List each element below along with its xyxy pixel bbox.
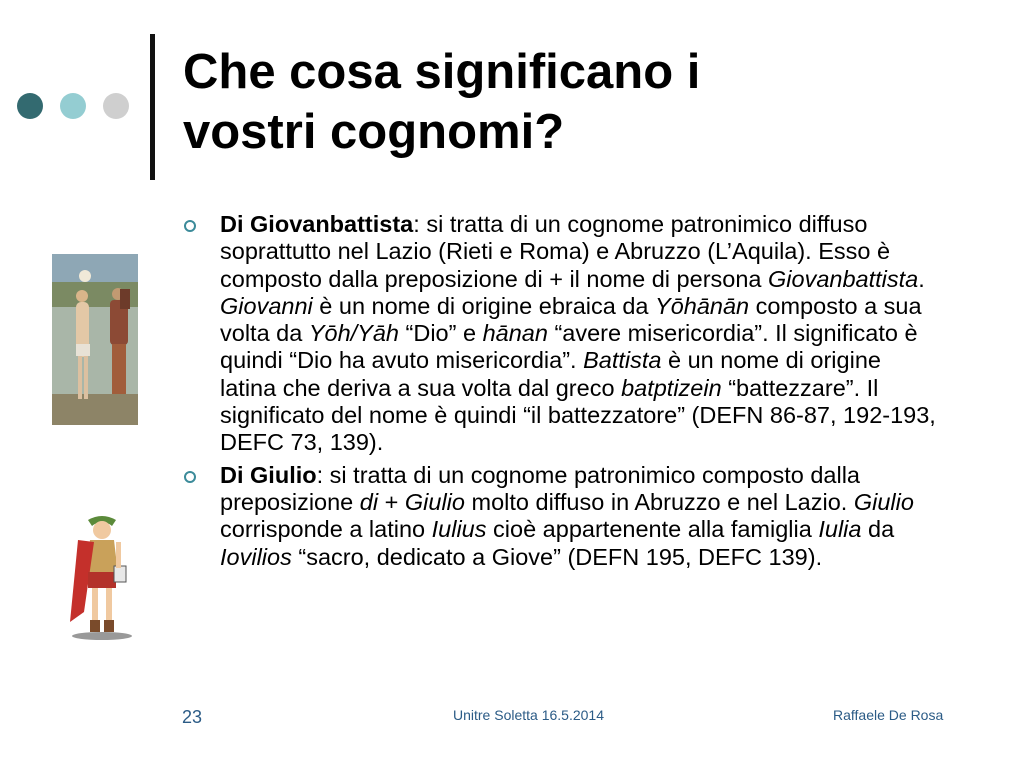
bullet-circle-icon: [184, 471, 196, 483]
bullet-item: [183, 211, 943, 457]
text-segment: : si tratta di un cognome patronimico composto dalla preposizione: [220, 461, 861, 515]
text-segment: “Dio” e: [399, 320, 483, 347]
bullet-body: [220, 211, 936, 455]
text-segment: : si tratta di un cognome patronimico diffuso soprattutto nel Lazio (Rieti e Roma) e Abruzzo (L’Aquila). Esso è composto dalla preposizione di + il nome di persona: [220, 211, 891, 292]
italic-term: batptizein: [621, 374, 722, 401]
text-segment: “battezzare”. Il significato del nome è quindi “il battezzatore” (DEFN 86-87, 192-193, DEFC 73, 139).: [220, 374, 936, 456]
text-segment: da: [861, 516, 895, 543]
text-segment: composto a sua volta da: [220, 292, 922, 347]
italic-term: Battista: [583, 347, 662, 374]
decorative-dot-light: [60, 93, 86, 119]
page-number: 23: [182, 707, 203, 727]
bullet-text-giovanbattista: [220, 211, 936, 455]
decorative-dot-gray: [103, 93, 129, 119]
slide-content: [183, 211, 943, 576]
italic-term: Giovanni: [220, 292, 313, 319]
italic-term: Iulia: [818, 516, 862, 543]
text-segment: cioè appartenente alla famiglia: [486, 516, 819, 543]
bullet-term: Di Giovanbattista: [220, 211, 414, 237]
text-segment: è un nome di origine latina che deriva a sua volta dal greco: [220, 347, 881, 401]
text-segment: “sacro, dedicato a Giove” (DEFN 195, DEFC 139).: [291, 543, 823, 570]
italic-term: hānan: [482, 320, 548, 347]
italic-term: di: [359, 488, 379, 515]
italic-term: Yōh/Yāh: [308, 320, 399, 347]
text-segment: corrisponde a latino: [220, 516, 432, 543]
footer-event-date: Unitre Soletta 16.5.2014: [453, 707, 604, 723]
text-segment: .: [918, 265, 925, 292]
text-segment: è un nome di origine ebraica da: [312, 292, 656, 319]
roman-emperor-cartoon-image: [60, 512, 138, 642]
bullet-text-giulio: [220, 462, 914, 570]
bullet-term: Di Giulio: [220, 461, 317, 488]
footer-author: Raffaele De Rosa: [833, 707, 944, 723]
text-segment: +: [378, 488, 405, 515]
italic-term: Giovanbattista: [768, 265, 919, 292]
text-segment: molto diffuso in Abruzzo e nel Lazio.: [464, 488, 854, 515]
italic-term: Iovilios: [220, 543, 292, 570]
italic-term: Iulius: [431, 516, 487, 543]
slide-title: Che cosa significano i vostri cognomi?: [183, 45, 701, 159]
bullet-item: [183, 462, 943, 571]
baptism-painting-image: [52, 254, 138, 425]
bullet-circle-icon: [184, 220, 196, 232]
decorative-dot-dark: [17, 93, 43, 119]
text-segment: “avere misericordia”. Il significato è quindi “Dio ha avuto misericordia”.: [220, 320, 918, 374]
italic-term: Giulio: [853, 488, 914, 515]
bullet-body: [220, 462, 914, 570]
title-divider-line: [150, 34, 155, 180]
italic-term: Yōhānān: [655, 292, 750, 319]
italic-term: Giulio: [404, 488, 465, 515]
